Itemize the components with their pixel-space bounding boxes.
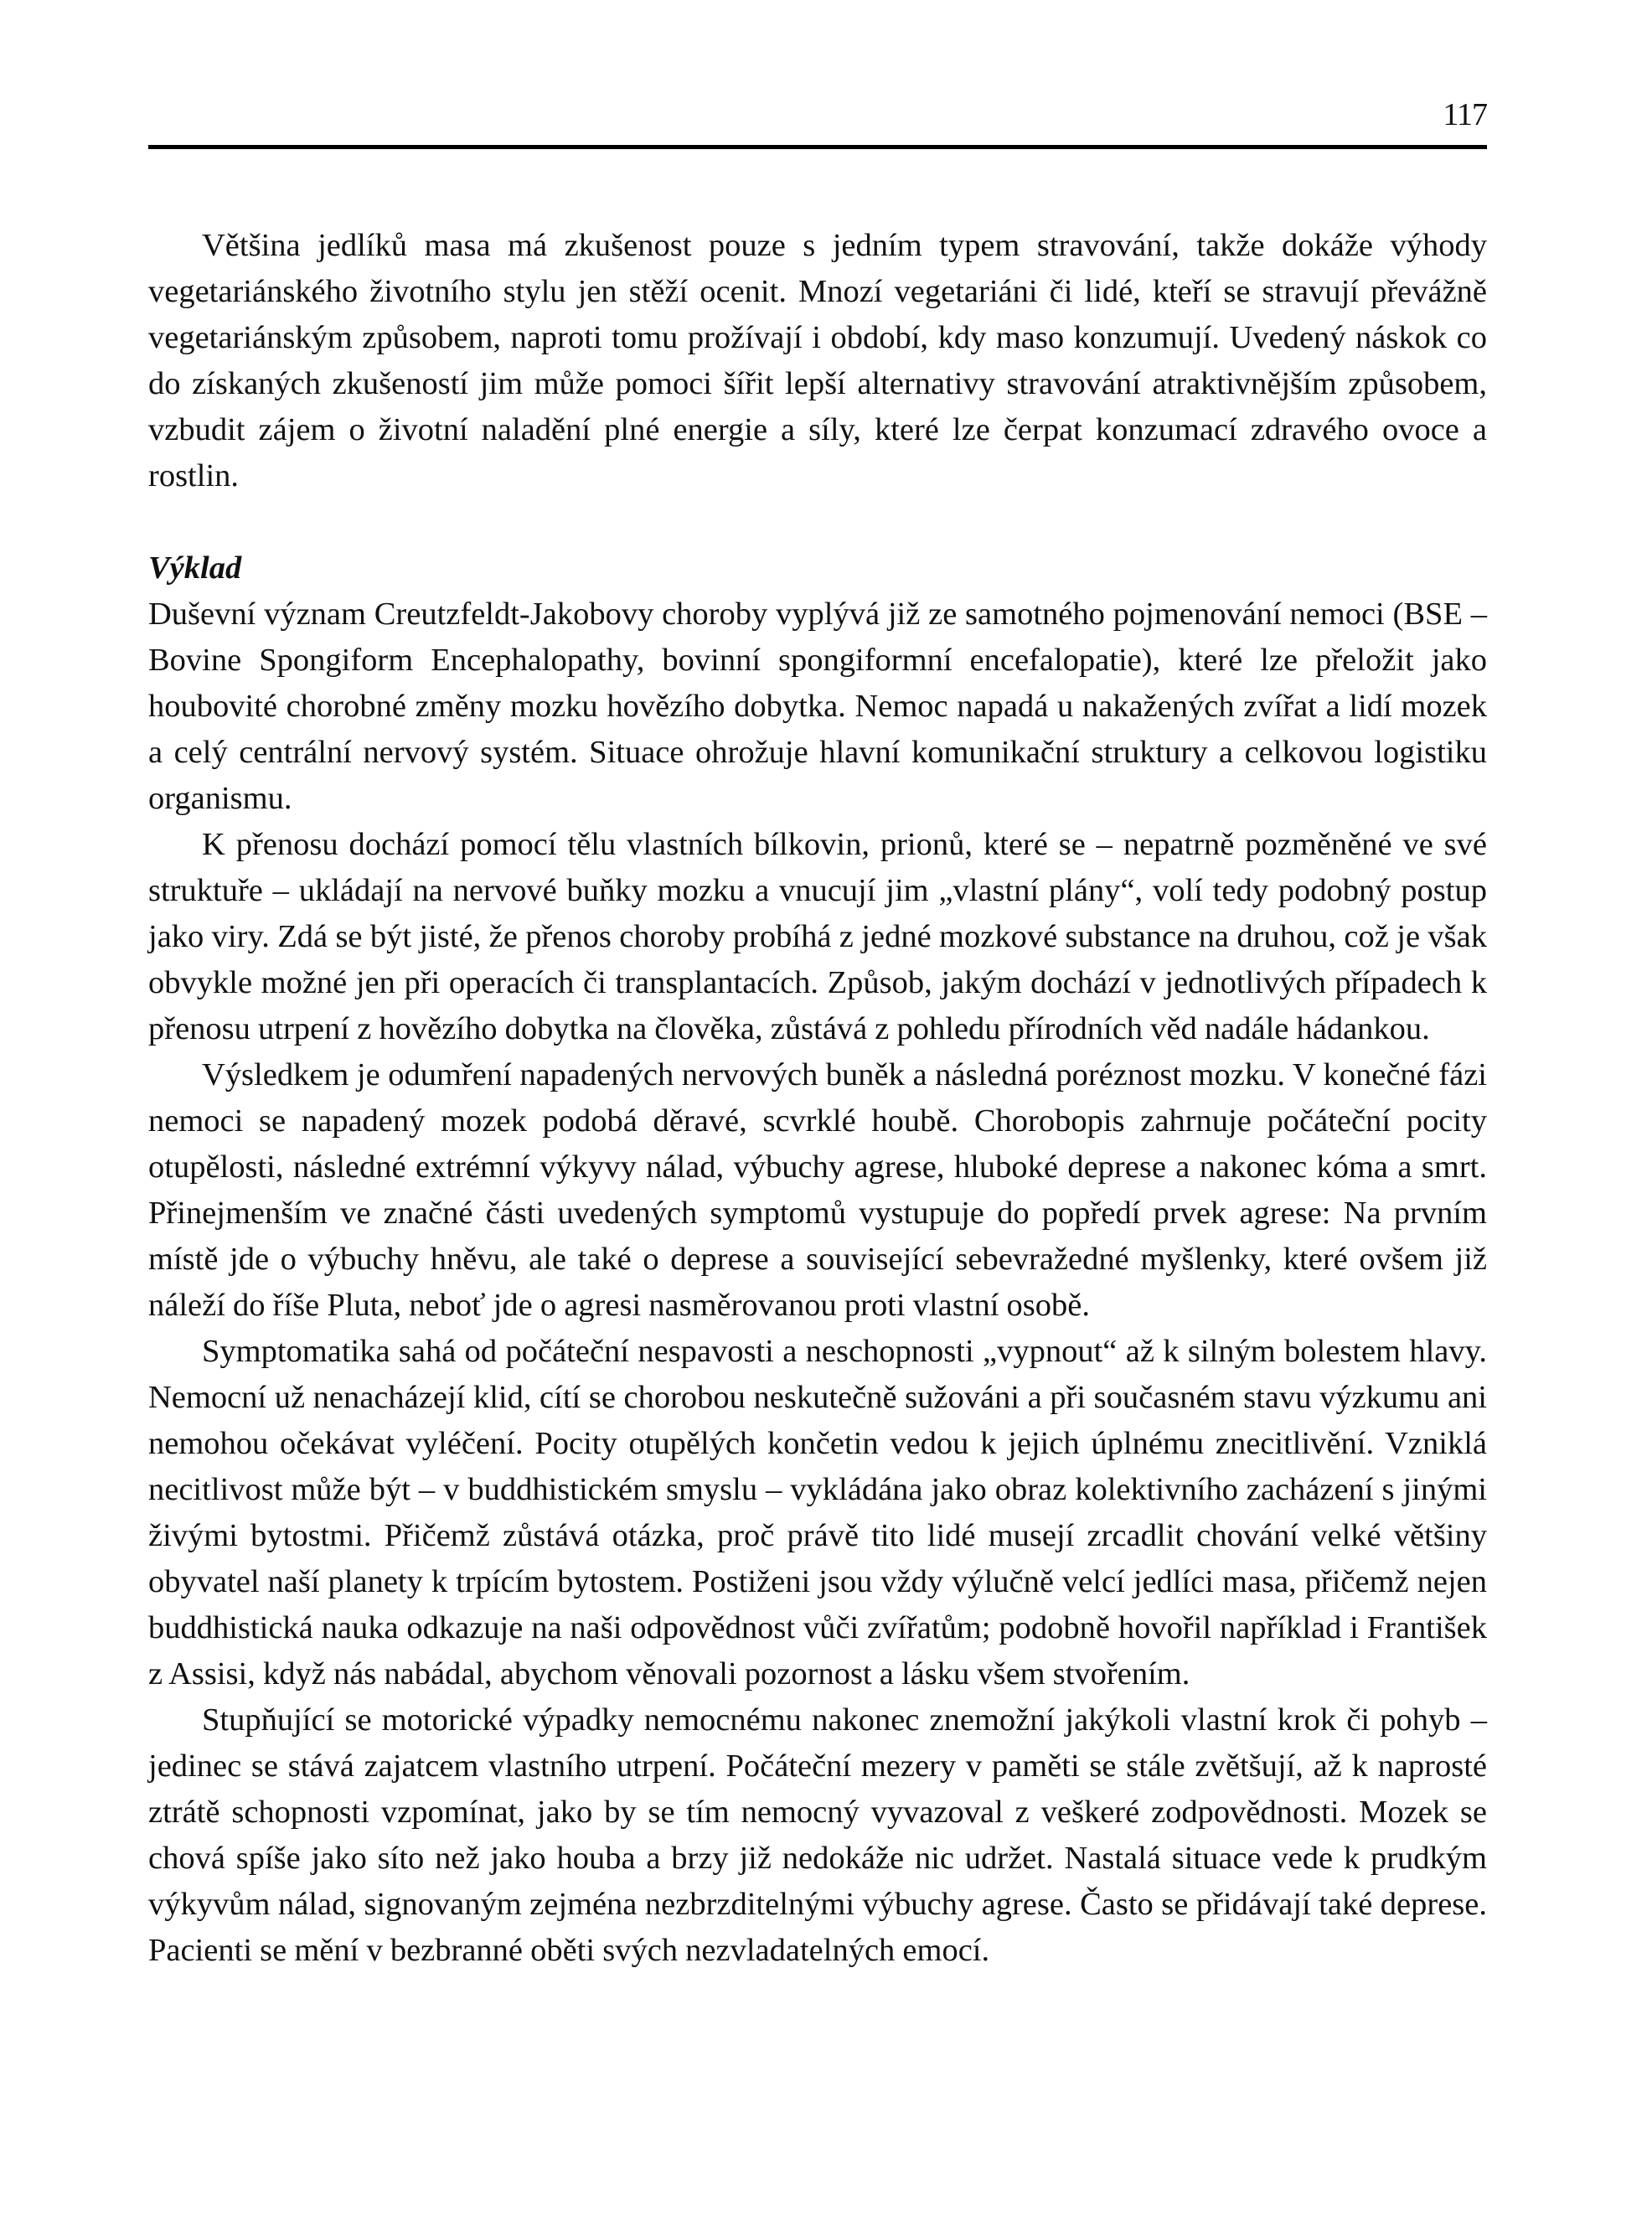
header-rule [148, 145, 1487, 149]
body-paragraph: Duševní význam Creutzfeldt-Jakobovy choroby vyplývá již ze samotného pojmenování nemoci (BSE – Bovine Spongiform Encephalopathy, bovinní spongiformní encefalopatie), které lze přeložit jako houbovité chorobné změny mozku hovězího dobytka. Nemoc napadá u nakažených zvířat a lidí mozek a celý centrální nervový systém. Situace ohrožuje hlavní komunikační struktury a celkovou logistiku organismu. [148, 597, 1487, 816]
intro-paragraph: Většina jedlíků masa má zkušenost pouze s jedním typem stravování, takže dokáže výhody vegetariánského životního stylu jen stěží ocenit. Mnozí vegetariáni či lidé, kteří se stravují převážně vegetariánským způsobem, naproti tomu prožívají i období, kdy maso konzumují. Uvedený náskok co do získaných zkušeností jim může pomoci šířit lepší alternativy stravování atraktivnějším způsobem, vzbudit zájem o životní naladění plné energie a síly, které lze čerpat konzumací zdravého ovoce a rostlin. [148, 228, 1487, 493]
body-paragraph: Stupňující se motorické výpadky nemocnému nakonec znemožní jakýkoli vlastní krok či pohyb – jedinec se stává zajatcem vlastního utrpení. Počáteční mezery v paměti se stále zvětšují, až k naprosté ztrátě schopnosti vzpomínat, jako by se tím nemocný vyvazoval z veškeré zodpovědnosti. Mozek se chová spíše jako síto než jako houba a brzy již nedokáže nic udržet. Nastalá situace vede k prudkým výkyvům nálad, signovaným zejména nezbrzditelnými výbuchy agrese. Často se přidávají také deprese. Pacienti se mění v bezbranné oběti svých nezvladatelných emocí. [148, 1702, 1487, 1968]
section-spacer [148, 499, 1487, 545]
page-number: 117 [1443, 97, 1487, 132]
page-header [148, 94, 1487, 149]
body-paragraph: Symptomatika sahá od počáteční nespavosti a neschopnosti „vypnout“ až k silným bolestem hlavy. Nemocní už nenacházejí klid, cítí se chorobou neskutečně sužováni a při současném stavu výzkumu ani nemohou očekávat vyléčení. Pocity otupělých končetin vedou k jejich úplnému znecitlivění. Vzniklá necitlivost může být – v buddhistickém smyslu – vykládána jako obraz kolektivního zacházení s jinými živými bytostmi. Přičemž zůstává otázka, proč právě tito lidé musejí zrcadlit chování velké většiny obyvatel naší planety k trpícím bytostem. Postiženi jsou vždy výlučně velcí jedlíci masa, přičemž nejen buddhistická nauka odkazuje na naši odpovědnost vůči zvířatům; podobně hovořil například i František z Assisi, když nás nabádal, abychom věnovali pozornost a lásku všem stvořením. [148, 1334, 1487, 1691]
body-paragraph: K přenosu dochází pomocí tělu vlastních bílkovin, prionů, které se – nepatrně pozměněné ve své struktuře – ukládají na nervové buňky mozku a vnucují jim „vlastní plány“, volí tedy podobný postup jako viry. Zdá se být jisté, že přenos choroby probíhá z jedné mozkové substance na druhou, což je však obvykle možné jen při operacích či transplantacích. Způsob, jakým dochází v jednotlivých případech k přenosu utrpení z hovězího dobytka na člověka, zůstává z pohledu přírodních věd nadále hádankou. [148, 827, 1487, 1046]
page-body [148, 223, 1487, 1974]
section-heading: Výklad [148, 550, 242, 586]
body-paragraph: Výsledkem je odumření napadených nervových buněk a následná poréznost mozku. V konečné fázi nemoci se napadený mozek podobá děravé, scvrklé houbě. Chorobopis zahrnuje počáteční pocity otupělosti, následné extrémní výkyvy nálad, výbuchy agrese, hluboké deprese a nakonec kóma a smrt. Přinejmenším ve značné části uvedených symptomů vystupuje do popředí prvek agrese: Na prvním místě jde o výbuchy hněvu, ale také o deprese a související sebevražedné myšlenky, které ovšem již náleží do říše Pluta, neboť jde o agresi nasměrovanou proti vlastní osobě. [148, 1057, 1487, 1323]
